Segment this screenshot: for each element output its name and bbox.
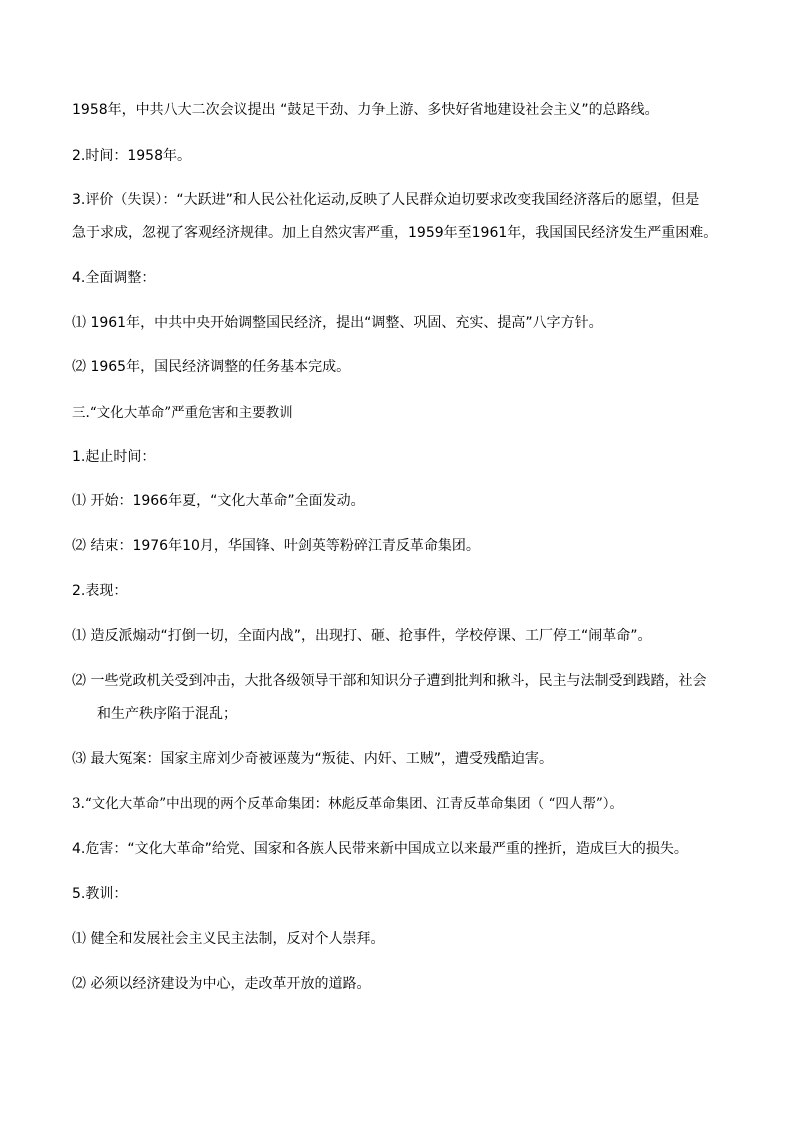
paragraph-lessons-heading: 5.教训： bbox=[72, 886, 128, 902]
paragraph-manifestation-heading: 2.表现： bbox=[72, 583, 128, 599]
list-item: ⑶ 最大冤案：国家主席刘少奇被诬蔑为“叛徒、内奸、工贼”，遭受残酷迫害。 bbox=[72, 751, 553, 767]
paragraph-evaluation: 3.评价（失误）：“大跃进”和人民公社化运动,反映了人民群众迫切要求改变我国经济落后的愿望，但是 bbox=[72, 192, 700, 208]
paragraph-time: 2.时间：1958年。 bbox=[72, 148, 191, 164]
paragraph-adjustment-heading: 4.全面调整： bbox=[72, 270, 156, 286]
list-item: ⑵ 1965年，国民经济调整的任务基本完成。 bbox=[72, 359, 351, 375]
list-item: ⑴ 开始：1966年夏，“文化大革命”全面发动。 bbox=[72, 493, 365, 509]
list-item: ⑴ 造反派煽动“打倒一切，全面内战”，出现打、砸、抢事件，学校停课、工厂停工“闹革命”。 bbox=[72, 628, 652, 644]
list-item: ⑴ 健全和发展社会主义民主法制，反对个人崇拜。 bbox=[72, 931, 385, 947]
paragraph-counter-groups: 3.“文化大革命”中出现的两个反革命集团：林彪反革命集团、江青反革命集团（ “四人帮”）。 bbox=[72, 796, 624, 812]
paragraph-evaluation-continued: 急于求成，忽视了客观经济规律。加上自然灾害严重，1959年至1961年，我国国民经济发生严重困难。 bbox=[72, 225, 718, 241]
paragraph-general-line: 1958年，中共八大二次会议提出 “鼓足干劲、力争上游、多快好省地建设社会主义”的总路线。 bbox=[72, 102, 659, 118]
list-item: ⑴ 1961年，中共中央开始调整国民经济，提出“调整、巩固、充实、提高”八字方针。 bbox=[72, 315, 603, 331]
paragraph-harm: 4.危害：“文化大革命”给党、国家和各族人民带来新中国成立以来最严重的挫折，造成巨大的损失。 bbox=[72, 841, 688, 857]
section-heading: 三.“文化大革命”严重危害和主要教训 bbox=[72, 405, 293, 421]
list-item: ⑵ 必须以经济建设为中心，走改革开放的道路。 bbox=[72, 976, 371, 992]
list-item-continued: 和生产秩序陷于混乱； bbox=[97, 706, 237, 722]
list-item: ⑵ 一些党政机关受到冲击，大批各级领导干部和知识分子遭到批判和揪斗，民主与法制受到践踏，社会 bbox=[72, 673, 707, 689]
paragraph-period-heading: 1.起止时间： bbox=[72, 449, 156, 465]
list-item: ⑵ 结束：1976年10月，华国锋、叶剑英等粉碎江青反革命集团。 bbox=[72, 538, 480, 554]
